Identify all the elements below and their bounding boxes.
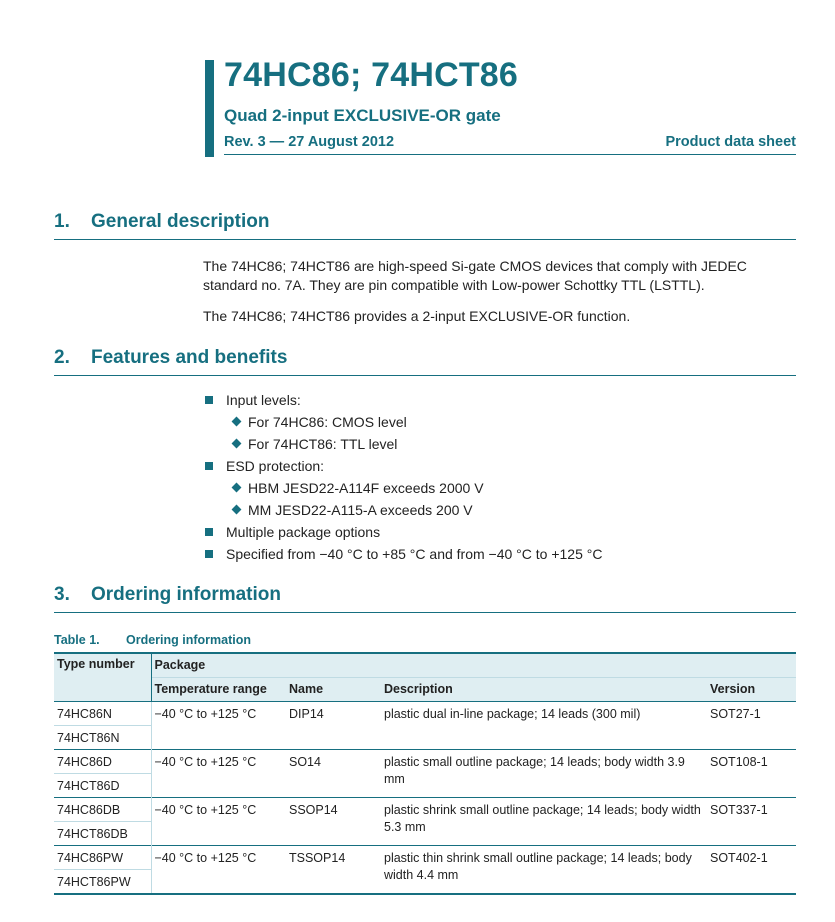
description-cell: plastic small outline package; 14 leads; body width 3.9 mm	[381, 750, 707, 798]
general-description-paragraph	[203, 257, 803, 295]
table-row	[54, 702, 796, 726]
table-header-row	[54, 653, 796, 678]
temperature-cell: −40 °C to +125 °C	[151, 846, 286, 895]
document-type: Product data sheet	[665, 134, 796, 150]
type-number-cell: 74HCT86DB	[54, 822, 151, 846]
feature-text: Input levels:	[226, 392, 301, 408]
square-bullet-icon	[205, 462, 213, 470]
version-cell: SOT27-1	[707, 702, 796, 750]
column-header-type: Type number	[54, 653, 151, 702]
ordering-table	[54, 652, 796, 895]
header-rule	[224, 154, 796, 155]
table-row	[54, 750, 796, 774]
description-cell: plastic shrink small outline package; 14 leads; body width 5.3 mm	[381, 798, 707, 846]
diamond-bullet-icon	[232, 505, 242, 515]
table-caption-title: Ordering information	[126, 633, 251, 647]
section-number: 2.	[54, 347, 70, 368]
feature-text: For 74HCT86: TTL level	[248, 436, 398, 452]
feature-text: HBM JESD22-A114F exceeds 2000 V	[248, 480, 484, 496]
type-number-cell: 74HCT86D	[54, 774, 151, 798]
diamond-bullet-icon	[232, 483, 242, 493]
type-number-cell: 74HC86PW	[54, 846, 151, 870]
general-function-paragraph: The 74HC86; 74HCT86 provides a 2-input EXCLUSIVE-OR function.	[203, 308, 631, 324]
paragraph-line: The 74HC86; 74HCT86 are high-speed Si-gate CMOS devices that comply with JEDEC	[203, 258, 747, 274]
section-heading-ordering	[54, 584, 796, 613]
type-number-cell: 74HCT86PW	[54, 870, 151, 895]
temperature-cell: −40 °C to +125 °C	[151, 702, 286, 750]
type-number-cell: 74HC86DB	[54, 798, 151, 822]
package-name-cell: TSSOP14	[286, 846, 381, 895]
table-row	[54, 846, 796, 870]
feature-text: ESD protection:	[226, 458, 325, 474]
section-title: Features and benefits	[91, 347, 288, 368]
document-subtitle: Quad 2-input EXCLUSIVE-OR gate	[224, 106, 501, 125]
diamond-bullet-icon	[232, 439, 242, 449]
temperature-cell: −40 °C to +125 °C	[151, 798, 286, 846]
square-bullet-icon	[205, 396, 213, 404]
revision-date: Rev. 3 — 27 August 2012	[224, 134, 395, 150]
document-title: 74HC86; 74HCT86	[224, 56, 519, 94]
type-number-cell: 74HCT86N	[54, 726, 151, 750]
column-header-version: Version	[707, 678, 796, 702]
section-title: General description	[91, 211, 270, 232]
diamond-bullet-icon	[232, 417, 242, 427]
description-cell: plastic dual in-line package; 14 leads (300 mil)	[381, 702, 707, 750]
column-header-temperature: Temperature range	[151, 678, 286, 702]
table-caption	[54, 633, 251, 647]
type-number-cell: 74HC86N	[54, 702, 151, 726]
version-cell: SOT402-1	[707, 846, 796, 895]
section-number: 1.	[54, 211, 70, 232]
table-row	[54, 798, 796, 822]
section-heading-features	[54, 347, 796, 376]
description-cell: plastic thin shrink small outline package; 14 leads; body width 4.4 mm	[381, 846, 707, 895]
temperature-cell: −40 °C to +125 °C	[151, 750, 286, 798]
paragraph-line: standard no. 7A. They are pin compatible with Low-power Schottky TTL (LSTTL).	[203, 277, 705, 293]
square-bullet-icon	[205, 528, 213, 536]
type-number-cell: 74HC86D	[54, 750, 151, 774]
section-heading-general	[54, 211, 796, 240]
column-header-package: Package	[151, 653, 796, 678]
version-cell: SOT108-1	[707, 750, 796, 798]
package-name-cell: SO14	[286, 750, 381, 798]
column-header-description: Description	[381, 678, 707, 702]
feature-text: Multiple package options	[226, 524, 381, 540]
feature-text: MM JESD22-A115-A exceeds 200 V	[248, 502, 473, 518]
package-name-cell: DIP14	[286, 702, 381, 750]
table-caption-number: Table 1.	[54, 633, 100, 647]
feature-text: Specified from −40 °C to +85 °C and from −40 °C to +125 °C	[226, 546, 603, 562]
section-title: Ordering information	[91, 584, 281, 605]
section-number: 3.	[54, 584, 70, 605]
revision-line	[224, 134, 796, 150]
table-subheader-row	[54, 678, 796, 702]
header-accent-bar	[205, 60, 214, 157]
version-cell: SOT337-1	[707, 798, 796, 846]
package-name-cell: SSOP14	[286, 798, 381, 846]
column-header-name: Name	[286, 678, 381, 702]
feature-text: For 74HC86: CMOS level	[248, 414, 407, 430]
square-bullet-icon	[205, 550, 213, 558]
